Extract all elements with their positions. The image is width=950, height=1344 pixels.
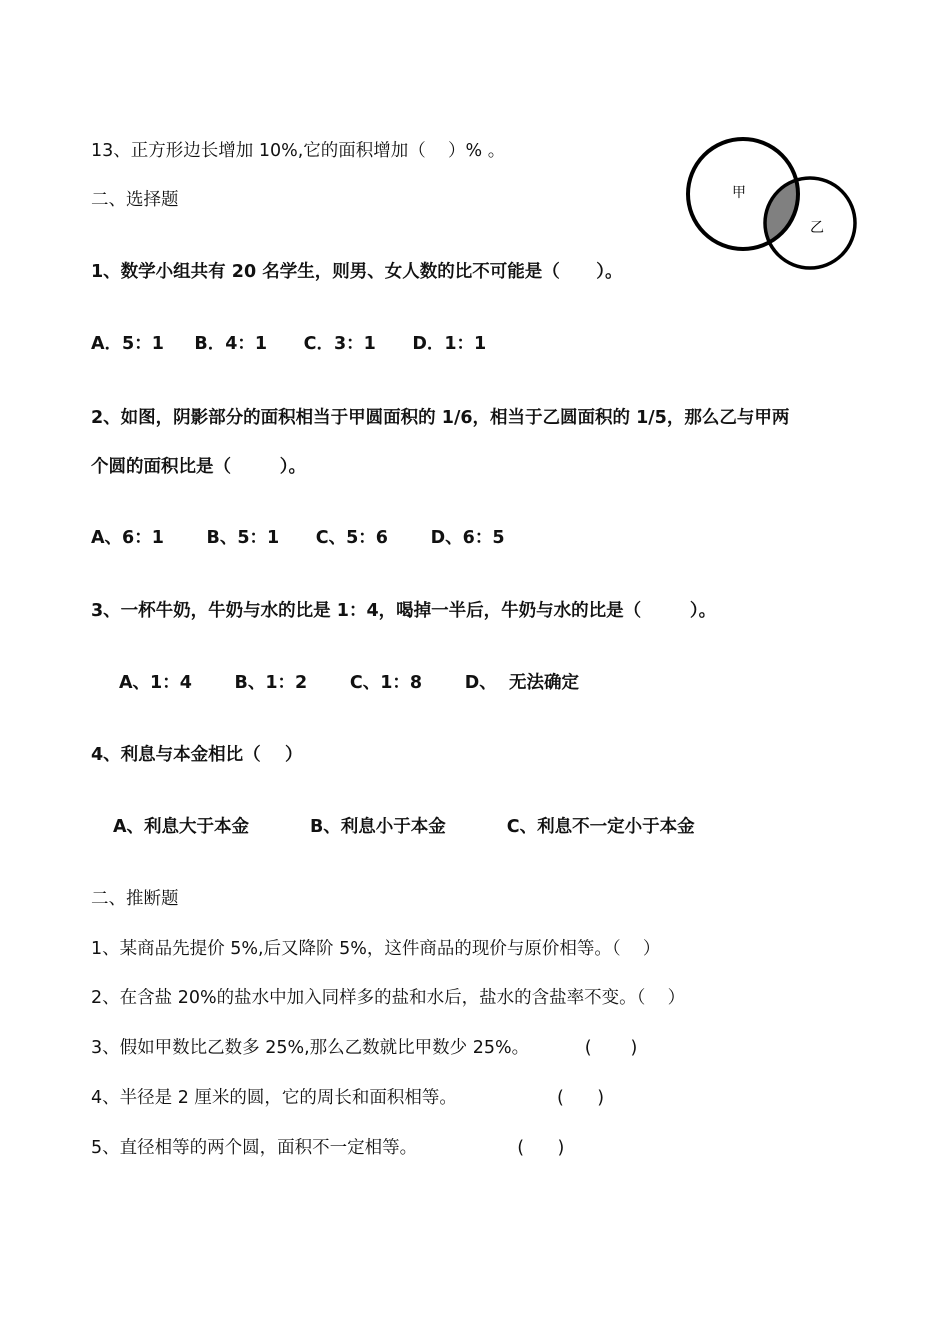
section-heading-choice: 二、选择题 (91, 190, 179, 210)
choice-question-1-options: A．5：1 B．4：1 C．3：1 D．1：1 (91, 334, 487, 354)
choice-question-4-options: A、利息大于本金 B、利息小于本金 C、利息不一定小于本金 (113, 817, 695, 837)
choice-question-3: 3、一杯牛奶，牛奶与水的比是 1：4，喝掉一半后，牛奶与水的比是（ ）。 (91, 601, 717, 621)
choice-question-2-line1: 2、如图，阴影部分的面积相当于甲圆面积的 1/6，相当于乙圆面积的 1/5，那么乙与甲两 (91, 408, 790, 428)
judge-item-3: 3、假如甲数比乙数多 25%,那么乙数就比甲数少 25%。 ( ) (91, 1038, 638, 1058)
judge-item-5: 5、直径相等的两个圆，面积不一定相等。 ( ) (91, 1138, 565, 1158)
venn-label-yi: 乙 (810, 220, 824, 236)
judge-item-1: 1、某商品先提价 5%,后又降阶 5%，这件商品的现价与原价相等。（ ） (91, 939, 661, 959)
judge-item-2: 2、在含盐 20%的盐水中加入同样多的盐和水后，盐水的含盐率不变。（ ） (91, 988, 686, 1008)
choice-question-2-line2: 个圆的面积比是（ ）。 (91, 457, 306, 477)
judge-item-4: 4、半径是 2 厘米的圆，它的周长和面积相等。 ( ) (91, 1088, 605, 1108)
choice-question-2-options: A、6：1 B、5：1 C、5：6 D、6：5 (91, 528, 505, 548)
choice-question-1: 1、数学小组共有 20 名学生，则男、女人数的比不可能是（ ）。 (91, 262, 623, 282)
choice-question-3-options: A、1：4 B、1：2 C、1：8 D、 无法确定 (119, 673, 579, 693)
venn-label-jia: 甲 (732, 185, 746, 201)
venn-diagram (686, 136, 860, 272)
fill-in-question-13: 13、正方形边长增加 10%,它的面积增加（ ）% 。 (91, 141, 506, 161)
choice-question-4: 4、利息与本金相比（ ） (91, 745, 303, 765)
section-heading-judge: 二、推断题 (91, 889, 179, 909)
